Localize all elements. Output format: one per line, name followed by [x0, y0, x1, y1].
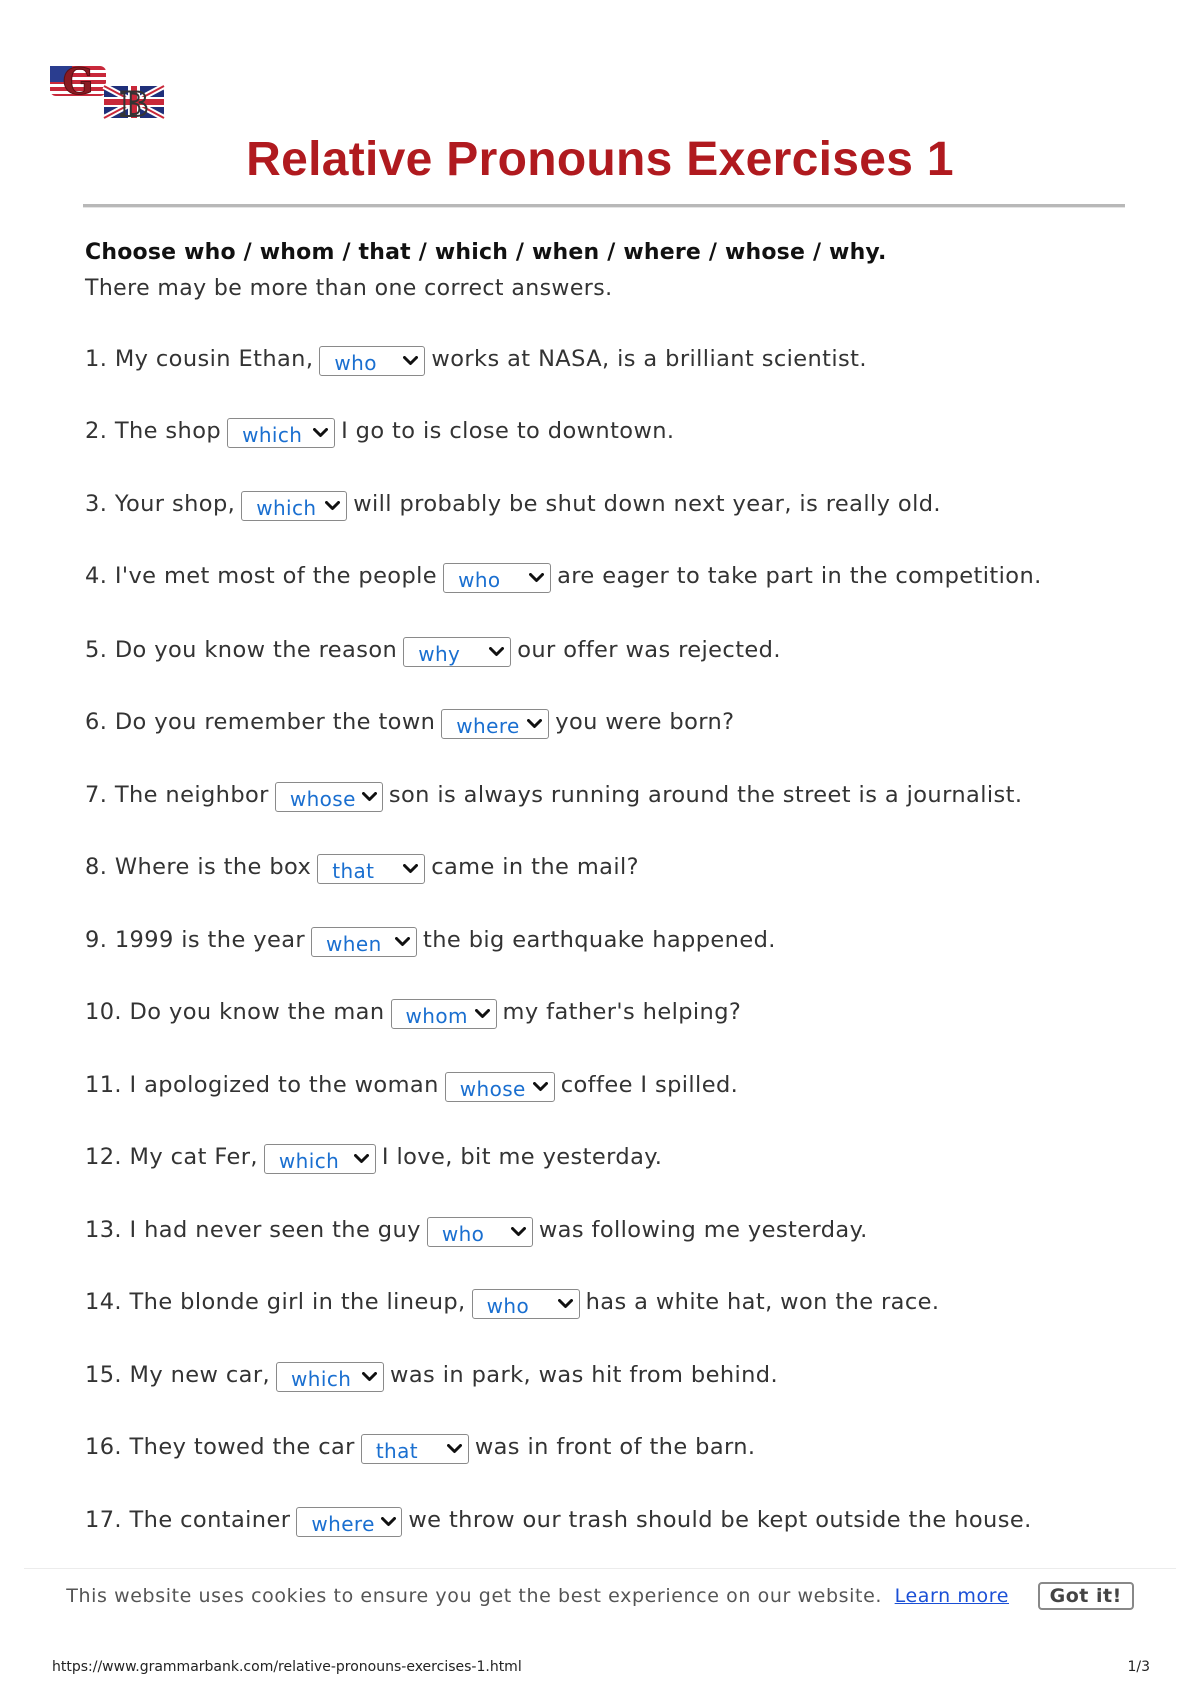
answer-select[interactable] — [441, 709, 549, 739]
answer-select-value: who — [486, 1293, 530, 1318]
question-text-before: 3. Your shop, — [85, 491, 236, 517]
answer-select-value: whose — [289, 786, 356, 811]
chevron-down-icon — [475, 1009, 490, 1019]
question-text-after: was in front of the barn. — [474, 1434, 756, 1460]
answer-select-value: which — [256, 495, 317, 520]
question-text-after: you were born? — [555, 709, 735, 735]
chevron-down-icon — [362, 792, 377, 802]
answer-select-value: who — [441, 1221, 485, 1246]
answer-select-value: where — [456, 713, 520, 738]
learn-more-link[interactable]: Learn more — [894, 1585, 1009, 1607]
chevron-down-icon — [325, 501, 340, 511]
answer-select[interactable] — [276, 1362, 384, 1392]
answer-select-value: whose — [459, 1076, 526, 1101]
answer-select-value: whom — [405, 1003, 468, 1028]
answer-select-value: which — [242, 422, 303, 447]
chevron-down-icon — [489, 647, 504, 657]
question-3 — [85, 486, 941, 522]
answer-select[interactable] — [319, 346, 425, 376]
instruction-note: There may be more than one correct answers. — [85, 276, 613, 301]
question-text-after: works at NASA, is a brilliant scientist. — [431, 346, 867, 372]
answer-select[interactable] — [317, 854, 425, 884]
question-2 — [85, 413, 674, 449]
answer-select[interactable] — [361, 1434, 469, 1464]
question-6 — [85, 704, 735, 740]
question-8 — [85, 849, 639, 885]
question-text-before: 2. The shop — [85, 418, 222, 444]
answer-select-value: that — [332, 858, 375, 883]
question-text-after: are eager to take part in the competition. — [557, 563, 1042, 589]
question-16 — [85, 1429, 755, 1465]
chevron-down-icon — [511, 1227, 526, 1237]
question-text-before: 1. My cousin Ethan, — [85, 346, 314, 372]
svg-text:G: G — [62, 61, 94, 103]
chevron-down-icon — [527, 719, 542, 729]
answer-select-value: which — [278, 1148, 340, 1173]
chevron-down-icon — [362, 1372, 377, 1382]
footer-url: https://www.grammarbank.com/relative-pronouns-exercises-1.html — [52, 1659, 522, 1675]
question-11 — [85, 1067, 738, 1103]
answer-select-value: which — [291, 1366, 352, 1391]
answer-select[interactable] — [403, 637, 511, 667]
question-text-before: 6. Do you remember the town — [85, 709, 436, 735]
chevron-down-icon — [395, 937, 410, 947]
answer-select-value: that — [375, 1438, 419, 1463]
chevron-down-icon — [533, 1082, 548, 1092]
question-5 — [85, 632, 781, 668]
question-4 — [85, 558, 1042, 594]
answer-select-value: who — [334, 350, 377, 375]
question-12 — [85, 1139, 662, 1175]
question-text-after: I love, bit me yesterday. — [381, 1144, 663, 1170]
footer-page-number: 1/3 — [1127, 1659, 1150, 1675]
question-17 — [85, 1502, 1032, 1538]
answer-select[interactable] — [427, 1217, 533, 1247]
instruction-heading: Choose who / whom / that / which / when / where / whose / why. — [85, 240, 887, 265]
chevron-down-icon — [529, 573, 544, 583]
answer-select[interactable] — [227, 418, 335, 448]
title-divider — [83, 204, 1125, 208]
question-text-before: 10. Do you know the man — [85, 999, 385, 1025]
got-it-button[interactable]: Got it! — [1038, 1582, 1134, 1610]
svg-text:B: B — [119, 85, 149, 122]
chevron-down-icon — [403, 864, 418, 874]
question-7 — [85, 777, 1022, 813]
question-text-after: our offer was rejected. — [517, 637, 781, 663]
cookie-message: This website uses cookies to ensure you get the best experience on our website. — [66, 1585, 882, 1607]
question-10 — [85, 994, 741, 1030]
question-text-before: 16. They towed the car — [85, 1434, 355, 1460]
question-9 — [85, 922, 776, 958]
question-text-before: 11. I apologized to the woman — [85, 1072, 439, 1098]
answer-select[interactable] — [275, 782, 383, 812]
chevron-down-icon — [313, 428, 328, 438]
question-text-after: came in the mail? — [431, 854, 639, 880]
chevron-down-icon — [381, 1517, 396, 1527]
question-15 — [85, 1357, 778, 1393]
question-text-after: I go to is close to downtown. — [341, 418, 675, 444]
site-logo[interactable] — [44, 60, 169, 122]
question-13 — [85, 1212, 868, 1248]
chevron-down-icon — [558, 1299, 573, 1309]
chevron-down-icon — [354, 1154, 369, 1164]
answer-select-value: when — [326, 931, 382, 956]
question-text-before: 4. I've met most of the people — [85, 563, 438, 589]
question-text-after: coffee I spilled. — [560, 1072, 739, 1098]
answer-select-value: where — [311, 1511, 375, 1536]
question-text-after: son is always running around the street is a journalist. — [388, 782, 1023, 808]
question-text-before: 7. The neighbor — [85, 782, 269, 808]
page-title: Relative Pronouns Exercises 1 — [246, 133, 954, 186]
question-text-before: 9. 1999 is the year — [85, 927, 306, 953]
chevron-down-icon — [447, 1444, 462, 1454]
question-text-after: has a white hat, won the race. — [585, 1289, 940, 1315]
question-text-before: 15. My new car, — [85, 1362, 271, 1388]
question-text-before: 14. The blonde girl in the lineup, — [85, 1289, 466, 1315]
question-14 — [85, 1284, 939, 1320]
question-text-after: will probably be shut down next year, is really old. — [353, 491, 941, 517]
question-text-after: the big earthquake happened. — [423, 927, 776, 953]
answer-select[interactable] — [443, 563, 551, 593]
chevron-down-icon — [403, 356, 418, 366]
cookie-banner — [0, 1582, 1200, 1610]
question-text-before: 17. The container — [85, 1507, 291, 1533]
answer-select[interactable] — [311, 927, 417, 957]
answer-select[interactable] — [391, 999, 497, 1029]
answer-select[interactable] — [264, 1144, 376, 1174]
question-text-before: 13. I had never seen the guy — [85, 1217, 421, 1243]
answer-select[interactable] — [472, 1289, 580, 1319]
cookie-banner-divider — [24, 1568, 1176, 1569]
question-text-before: 5. Do you know the reason — [85, 637, 398, 663]
question-text-after: my father's helping? — [502, 999, 742, 1025]
answer-select[interactable] — [296, 1507, 402, 1537]
question-text-after: was in park, was hit from behind. — [390, 1362, 779, 1388]
question-text-before: 8. Where is the box — [85, 854, 312, 880]
answer-select[interactable] — [241, 491, 347, 521]
answer-select[interactable] — [445, 1072, 555, 1102]
question-text-before: 12. My cat Fer, — [85, 1144, 258, 1170]
question-text-after: was following me yesterday. — [538, 1217, 868, 1243]
answer-select-value: why — [418, 641, 461, 666]
answer-select-value: who — [458, 567, 501, 592]
question-text-after: we throw our trash should be kept outside the house. — [408, 1507, 1032, 1533]
question-1 — [85, 341, 867, 377]
